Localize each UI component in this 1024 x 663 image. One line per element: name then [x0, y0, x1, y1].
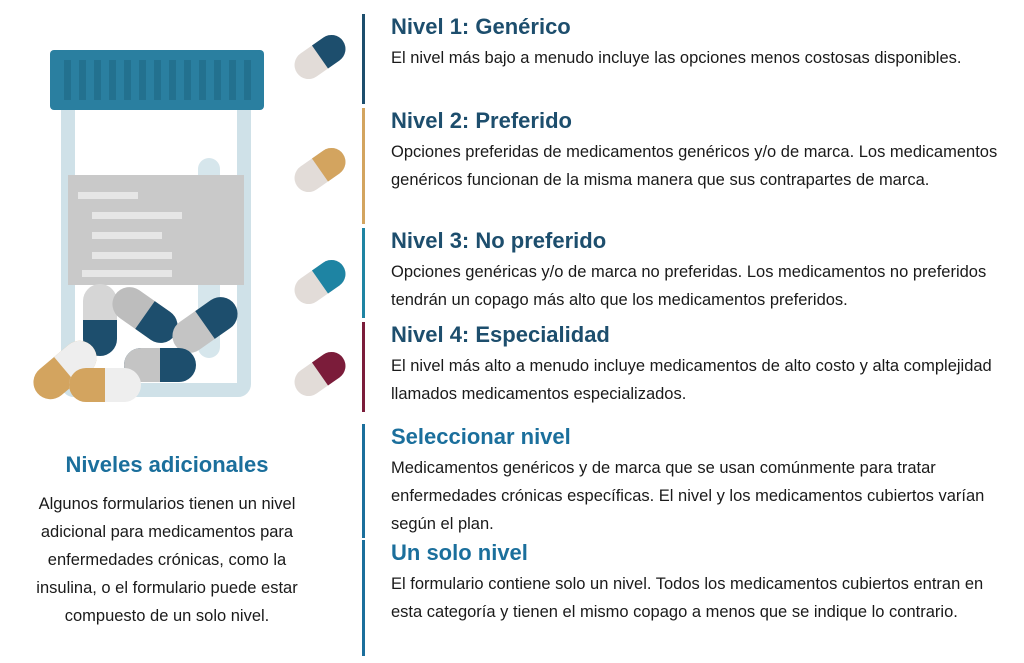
tier-title: Seleccionar nivel: [391, 424, 571, 449]
tier-title: Nivel 3: No preferido: [391, 228, 607, 253]
tier-description: El formulario contiene solo un nivel. Todos los medicamentos cubiertos entran en esta categoría y tienen el mismo copago a menos que se indique lo contrario.: [391, 575, 984, 621]
tier-description: Medicamentos genéricos y de marca que se usan comúnmente para tratar enfermedades crónicas específicas. El nivel y los medicamentos cubiertos varían según el plan.: [391, 459, 985, 533]
tier-title: Un solo nivel: [391, 540, 528, 565]
capsule-icon-tier-3: [288, 258, 352, 306]
pill-bottle-illustration: [20, 40, 280, 410]
tier-description: Opciones preferidas de medicamentos genéricos y/o de marca. Los medicamentos genéricos funcionan de la misma manera que sus contrapartes de marca.: [391, 143, 998, 189]
tier-description: El nivel más alto a menudo incluye medicamentos de alto costo y alta complejidad llamados medicamentos especializados.: [391, 357, 992, 403]
additional-tiers-title: Niveles adicionales: [65, 452, 269, 477]
tier-single: [362, 540, 1012, 656]
tier-title: Nivel 2: Preferido: [391, 108, 572, 133]
additional-tiers: [0, 452, 334, 630]
tier-description: Opciones genéricas y/o de marca no preferidas. Los medicamentos no preferidos tendrán un copago más alto que los medicamentos preferidos.: [391, 263, 987, 309]
tier-1: [362, 14, 1012, 104]
capsule-icon-tier-2: [288, 146, 352, 194]
tier-2: [362, 108, 1012, 224]
tier-title: Nivel 4: Especialidad: [391, 322, 610, 347]
tier-select: [362, 424, 1012, 538]
capsule-icon-tier-1: [288, 33, 352, 81]
tier-title: Nivel 1: Genérico: [391, 14, 571, 39]
tier-3: [362, 228, 1012, 318]
bottle-label: [68, 175, 244, 285]
capsule-icon-tier-4: [288, 350, 352, 398]
additional-tiers-text: Algunos formularios tienen un nivel adicional para medicamentos para enfermedades crónicas, como la insulina, o el formulario puede estar compuesto de un solo nivel.: [36, 495, 298, 625]
tier-4: [362, 322, 1012, 412]
tier-description: El nivel más bajo a menudo incluye las opciones menos costosas disponibles.: [391, 49, 962, 67]
